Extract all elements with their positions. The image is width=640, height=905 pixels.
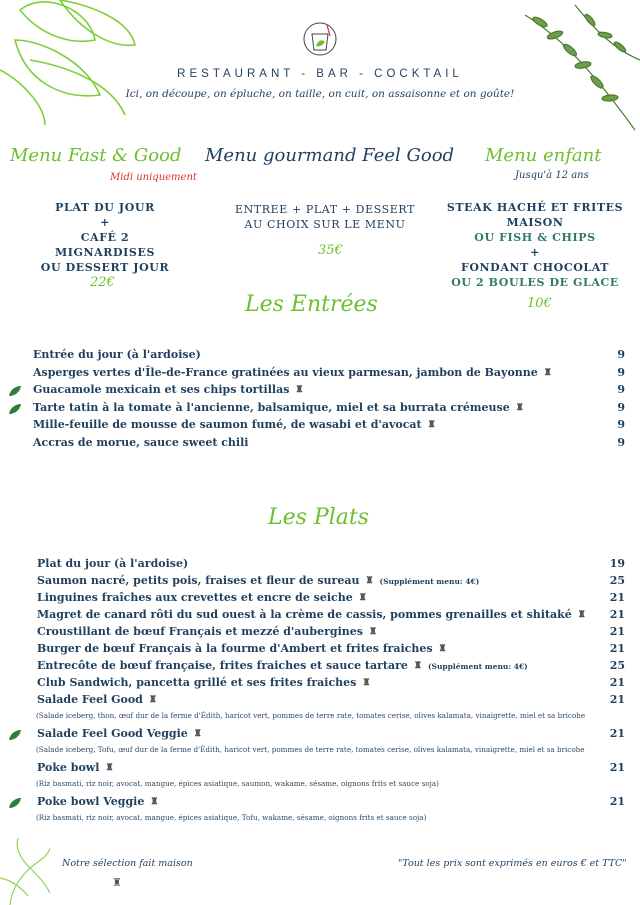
plat-price: 21: [609, 608, 625, 621]
restaurant-title: RESTAURANT - BAR - COCKTAIL: [177, 68, 463, 80]
plat-name: Saumon nacré, petits pois, fraises et fleur de sureau ♜ (Supplément menu: 4€): [37, 574, 480, 587]
offer-line: ENTREE + PLAT + DESSERT: [234, 203, 416, 216]
cocktail-glass-icon: [300, 20, 340, 58]
plat-price: 21: [609, 676, 625, 689]
plat-row: [0, 608, 640, 625]
offer-line: OU DESSERT JOUR: [40, 261, 170, 274]
menu-fast-good-offer: [30, 200, 180, 275]
plat-name: Plat du jour (à l'ardoise): [37, 557, 189, 570]
offer-line: AU CHOIX SUR LE MENU: [244, 218, 406, 231]
entrees-section-title: Les Entrées: [245, 292, 378, 317]
menu-fast-good-title: Menu Fast & Good: [10, 145, 182, 166]
menu-enfant-title: Menu enfant: [485, 145, 602, 166]
plat-price: 19: [609, 557, 625, 570]
plat-name: Burger de bœuf Français à la fourme d'Ambert et frites fraiches ♜: [37, 642, 447, 655]
leaf-icon: [8, 729, 22, 741]
plat-name: Salade Feel Good Veggie ♜: [37, 727, 202, 740]
entree-price: 9: [617, 348, 625, 361]
chef-hat-icon: ♜: [358, 593, 367, 603]
plat-name: Poke bowl ♜: [37, 761, 114, 774]
menu-fast-good-price: 22€: [90, 275, 115, 290]
chef-hat-icon: ♜: [413, 661, 422, 671]
offer-line: +: [100, 216, 110, 229]
menu-enfant-subtitle: Jusqu'à 12 ans: [515, 170, 589, 181]
offer-line: PLAT DU JOUR: [55, 201, 155, 214]
plat-name: Magret de canard rôti du sud ouest à la crème de cassis, pommes grenailles et shitaké ♜: [37, 608, 586, 621]
plat-row: [0, 557, 640, 574]
plat-price: 21: [609, 761, 625, 774]
flower-decoration-bottom-left: [0, 838, 50, 905]
entree-name: Mille-feuille de mousse de saumon fumé, de wasabi et d'avocat ♜: [33, 418, 436, 431]
chef-hat-icon: ♜: [368, 627, 378, 637]
plat-row: [0, 625, 640, 642]
chef-hat-icon: ♜: [148, 695, 157, 705]
entree-row: [0, 366, 640, 383]
entree-name: Tarte tatin à la tomate à l'ancienne, balsamique, miel et sa burrata crémeuse ♜: [33, 400, 524, 414]
entree-price: 9: [617, 400, 625, 414]
supplement-note: (Supplément menu: 4€): [379, 577, 480, 586]
entree-row: [0, 383, 640, 400]
leaf-icon: [8, 403, 22, 415]
supplement-note: (Supplément menu: 4€): [427, 662, 528, 671]
entree-price: 9: [617, 365, 625, 379]
offer-line: MAISON: [506, 216, 564, 229]
menu-enfant-offer: [440, 200, 630, 290]
chef-hat-icon: ♜: [193, 729, 202, 739]
chef-hat-icon: ♜: [112, 876, 122, 889]
entree-row: [0, 418, 640, 435]
plat-price: 21: [609, 727, 625, 740]
offer-line: CAFÉ 2: [80, 231, 130, 244]
plat-description: (Riz basmati, riz noir, avocat, mangue, épices asiatique, Tofu, wakame, sésame, oignons frits et sauce soja): [36, 813, 427, 822]
plat-row: [0, 591, 640, 608]
chef-hat-icon: ♜: [362, 678, 371, 688]
entree-name: Asperges vertes d'Île-de-France gratinées au vieux parmesan, jambon de Bayonne ♜: [33, 365, 552, 379]
chef-hat-icon: ♜: [577, 610, 586, 620]
plat-row: [0, 727, 640, 744]
leaf-icon: [8, 797, 22, 809]
prices-note: "Tout les prix sont exprimés en euros € et TTC": [398, 858, 627, 869]
homemade-note: Notre sélection fait maison: [62, 858, 193, 869]
plat-price: 21: [609, 693, 625, 706]
entree-price: 9: [617, 418, 625, 431]
plat-description: (Salade iceberg, thon, œuf dur de la ferme d'Édith, haricot vert, pommes de terre rate, tomates cerise, olives kalamata, vinaigrette, miel et sa bricohe: [36, 711, 586, 720]
tagline: Ici, on découpe, on épluche, on taille, on cuit, on assaisonne et on goûte!: [125, 88, 515, 100]
plat-name: Club Sandwich, pancetta grillé et ses frites fraiches ♜: [37, 676, 371, 689]
entree-name: Guacamole mexicain et ses chips tortillas ♜: [33, 383, 304, 396]
offer-line: OU FISH & CHIPS: [474, 231, 596, 244]
plat-price: 21: [609, 642, 625, 655]
plat-price: 25: [609, 659, 625, 672]
menu-gourmand-offer: [220, 202, 430, 232]
offer-line: FONDANT CHOCOLAT: [460, 261, 610, 274]
flower-decoration-top-left: [0, 0, 140, 125]
offer-line: MIGNARDISES: [54, 246, 155, 259]
plat-price: 21: [609, 625, 625, 638]
plat-price: 21: [609, 795, 625, 808]
entree-row: [0, 436, 640, 453]
plat-row: [0, 795, 640, 812]
plat-row: [0, 761, 640, 778]
plat-description: (Salade iceberg, Tofu, œuf dur de la ferme d'Édith, haricot vert, pommes de terre rate, tomates cerise, olives kalamata, vinaigrette, miel et sa bricohe: [36, 745, 585, 754]
plat-row: [0, 574, 640, 591]
plat-price: 21: [609, 591, 625, 604]
plat-row: [0, 676, 640, 693]
entree-row: [0, 348, 640, 365]
plat-name: Entrecôte de bœuf française, frites fraiches et sauce tartare ♜ (Supplément menu: 4€): [37, 659, 528, 672]
plat-row: [0, 642, 640, 659]
plat-row: [0, 659, 640, 676]
entree-name: Accras de morue, sauce sweet chili: [33, 435, 249, 449]
plat-row: [0, 693, 640, 710]
chef-hat-icon: ♜: [150, 797, 159, 807]
entree-price: 9: [617, 435, 625, 449]
chef-hat-icon: ♜: [105, 763, 114, 773]
menu-fast-good-subtitle: Midi uniquement: [110, 172, 197, 183]
plat-name: Salade Feel Good ♜: [37, 693, 157, 706]
chef-hat-icon: ♜: [515, 402, 524, 413]
menu-gourmand-title: Menu gourmand Feel Good: [205, 145, 455, 166]
offer-line: STEAK HACHÉ ET FRITES: [446, 201, 624, 214]
entree-name: Entrée du jour (à l'ardoise): [33, 348, 201, 361]
leaf-icon: [8, 385, 22, 397]
chef-hat-icon: ♜: [365, 576, 374, 586]
plat-price: 25: [609, 574, 625, 587]
chef-hat-icon: ♜: [295, 385, 304, 395]
chef-hat-icon: ♜: [427, 420, 436, 430]
plat-name: Linguines fraîches aux crevettes et encre de seiche ♜: [37, 591, 367, 604]
entree-price: 9: [617, 383, 625, 396]
menu-enfant-price: 10€: [527, 296, 552, 311]
plats-section-title: Les Plats: [268, 505, 369, 530]
chef-hat-icon: ♜: [543, 367, 552, 378]
offer-line: OU 2 BOULES DE GLACE: [451, 276, 619, 289]
plat-name: Poke bowl Veggie ♜: [37, 795, 159, 808]
entree-row: [0, 401, 640, 418]
menu-gourmand-price: 35€: [318, 243, 343, 258]
plat-name: Croustillant de bœuf Français et mezzé d'aubergines ♜: [37, 625, 378, 638]
plat-description: (Riz basmati, riz noir, avocat, mangue, épices asiatique, saumon, wakame, sésame, oignons frits et sauce soja): [36, 779, 439, 788]
chef-hat-icon: ♜: [438, 644, 447, 654]
offer-line: +: [530, 246, 540, 259]
